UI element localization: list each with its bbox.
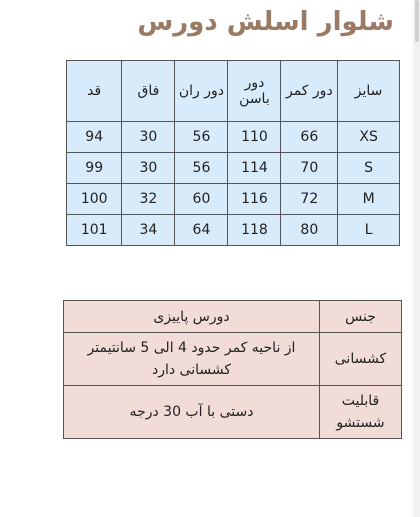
cell-waist: 80 xyxy=(281,215,338,246)
cell-length: 101 xyxy=(67,215,122,246)
cell-rise: 32 xyxy=(122,184,175,215)
cell-size: M xyxy=(338,184,400,215)
header-waist: دور کمر xyxy=(281,61,338,122)
cell-hip: 110 xyxy=(228,122,281,153)
info-value: دستی با آب 30 درجه xyxy=(64,386,320,439)
page-scrollbar[interactable] xyxy=(413,0,420,517)
header-thigh: دور ران xyxy=(175,61,228,122)
cell-thigh: 60 xyxy=(175,184,228,215)
cell-size: XS xyxy=(338,122,400,153)
header-hip: دور باسن xyxy=(228,61,281,122)
info-value: دورس پاییزی xyxy=(64,301,320,333)
info-label: کشسانی xyxy=(320,333,402,386)
table-row xyxy=(64,301,402,333)
size-chart-table xyxy=(66,60,400,246)
cell-rise: 30 xyxy=(122,153,175,184)
header-length: قد xyxy=(67,61,122,122)
cell-length: 94 xyxy=(67,122,122,153)
cell-waist: 66 xyxy=(281,122,338,153)
cell-length: 100 xyxy=(67,184,122,215)
cell-size: L xyxy=(338,215,400,246)
cell-rise: 34 xyxy=(122,215,175,246)
cell-hip: 118 xyxy=(228,215,281,246)
scrollbar-thumb[interactable] xyxy=(415,0,419,42)
cell-thigh: 56 xyxy=(175,153,228,184)
table-row xyxy=(67,215,400,246)
table-row xyxy=(67,122,400,153)
info-value: از ناحیه کمر حدود 4 الی 5 سانتیمتر کشسانی دارد xyxy=(64,333,320,386)
product-info-table xyxy=(63,300,402,439)
table-row xyxy=(67,153,400,184)
cell-hip: 116 xyxy=(228,184,281,215)
cell-thigh: 56 xyxy=(175,122,228,153)
page-title: شلوار اسلش دورس xyxy=(137,7,394,37)
table-row xyxy=(64,386,402,439)
cell-thigh: 64 xyxy=(175,215,228,246)
cell-hip: 114 xyxy=(228,153,281,184)
table-row xyxy=(67,184,400,215)
cell-waist: 72 xyxy=(281,184,338,215)
cell-size: S xyxy=(338,153,400,184)
header-rise: فاق xyxy=(122,61,175,122)
cell-waist: 70 xyxy=(281,153,338,184)
info-label: جنس xyxy=(320,301,402,333)
header-size: سایز xyxy=(338,61,400,122)
size-header-row xyxy=(67,61,400,122)
info-label: قابلیت شستشو xyxy=(320,386,402,439)
table-row xyxy=(64,333,402,386)
cell-length: 99 xyxy=(67,153,122,184)
cell-rise: 30 xyxy=(122,122,175,153)
